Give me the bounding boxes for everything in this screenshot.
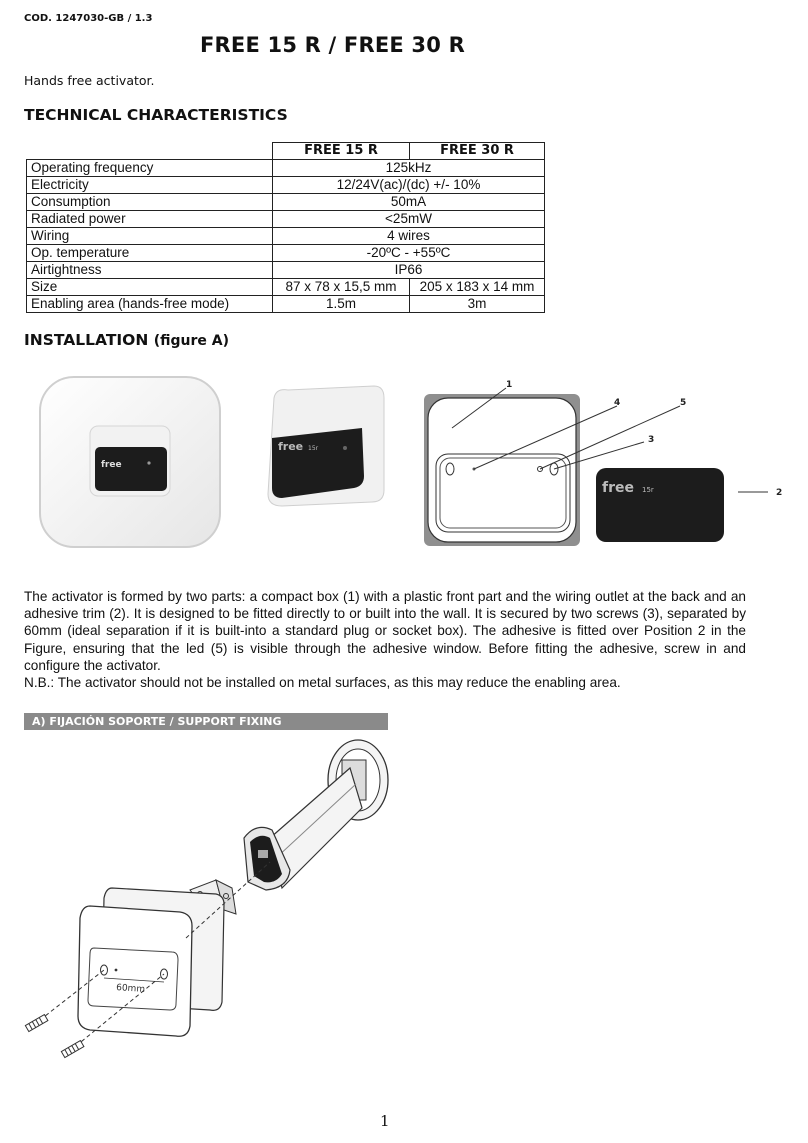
technical-heading: TECHNICAL CHARACTERISTICS: [24, 106, 288, 124]
row-label: Enabling area (hands-free mode): [27, 296, 273, 313]
row-label: Radiated power: [27, 211, 273, 228]
table-row: [27, 245, 545, 262]
installation-heading: [24, 331, 229, 349]
note-paragraph: N.B.: The activator should not be installed on metal surfaces, as this may reduce the enabling area.: [24, 675, 621, 691]
page-title: FREE 15 R / FREE 30 R: [200, 33, 465, 57]
device-model-text: 15r: [308, 445, 319, 452]
installation-description: [24, 588, 746, 691]
size-free30: 205 x 183 x 14 mm: [410, 279, 545, 296]
table-header-free30: FREE 30 R: [410, 143, 545, 160]
row-label: Wiring: [27, 228, 273, 245]
device-logo-text: free: [101, 460, 122, 470]
table-header-row: [27, 143, 545, 160]
callout-3: 3: [648, 435, 655, 445]
dimension-label: 60mm: [115, 983, 146, 996]
table-row: [27, 228, 545, 245]
row-label: Electricity: [27, 177, 273, 194]
document-code: COD. 1247030-GB / 1.3: [24, 13, 153, 24]
installation-title: INSTALLATION: [24, 331, 149, 349]
figure-device-parts: [422, 376, 792, 548]
row-value: 125kHz: [273, 160, 545, 177]
figure-device-front: [38, 375, 222, 549]
installation-subtitle: (figure A): [153, 333, 229, 349]
table-header-free15: FREE 15 R: [273, 143, 410, 160]
table-row: [27, 160, 545, 177]
row-value: <25mW: [273, 211, 545, 228]
callout-1: 1: [506, 380, 513, 390]
device-model-text: 15r: [642, 486, 654, 494]
intro-text: Hands free activator.: [24, 73, 155, 88]
row-label: Op. temperature: [27, 245, 273, 262]
size-free15: 87 x 78 x 15,5 mm: [273, 279, 410, 296]
area-free15: 1.5m: [273, 296, 410, 313]
device-logo-text: free: [278, 440, 304, 453]
row-label: Consumption: [27, 194, 273, 211]
callout-2: 2: [776, 488, 783, 498]
callout-4: 4: [614, 398, 621, 408]
row-label: Operating frequency: [27, 160, 273, 177]
row-label: Size: [27, 279, 273, 296]
row-value: 50mA: [273, 194, 545, 211]
table-row-area: [27, 296, 545, 313]
spec-table: [26, 142, 545, 313]
table-row: [27, 262, 545, 279]
table-row: [27, 194, 545, 211]
page-number: 1: [380, 1112, 390, 1130]
row-value: 12/24V(ac)/(dc) +/- 10%: [273, 177, 545, 194]
callout-5: 5: [680, 398, 687, 408]
support-fixing-banner: A) FIJACIÓN SOPORTE / SUPPORT FIXING: [24, 713, 388, 730]
area-free30: 3m: [410, 296, 545, 313]
table-row-size: [27, 279, 545, 296]
row-value: -20ºC - +55ºC: [273, 245, 545, 262]
device-logo-text: free: [602, 480, 634, 496]
row-value: 4 wires: [273, 228, 545, 245]
row-value: IP66: [273, 262, 545, 279]
paragraph: The activator is formed by two parts: a compact box (1) with a plastic front part and the wiring outlet at the back and an adhesive trim (2). It is designed to be fitted directly to or built into the wall. It is secured by two screws (3), separated by 60mm (ideal separation if it is built-into a standard plug or socket box). The adhesive is fitted over Position 2 in the Figure, ensuring that the led (5) is visible through the adhesive window. Before fitting the adhesive, screw in and configure the activator.: [24, 589, 746, 673]
row-label: Airtightness: [27, 262, 273, 279]
table-row: [27, 177, 545, 194]
table-row: [27, 211, 545, 228]
figure-device-angled: [262, 384, 388, 508]
support-fixing-illustration: [20, 738, 400, 1066]
table-header-empty: [27, 143, 273, 160]
